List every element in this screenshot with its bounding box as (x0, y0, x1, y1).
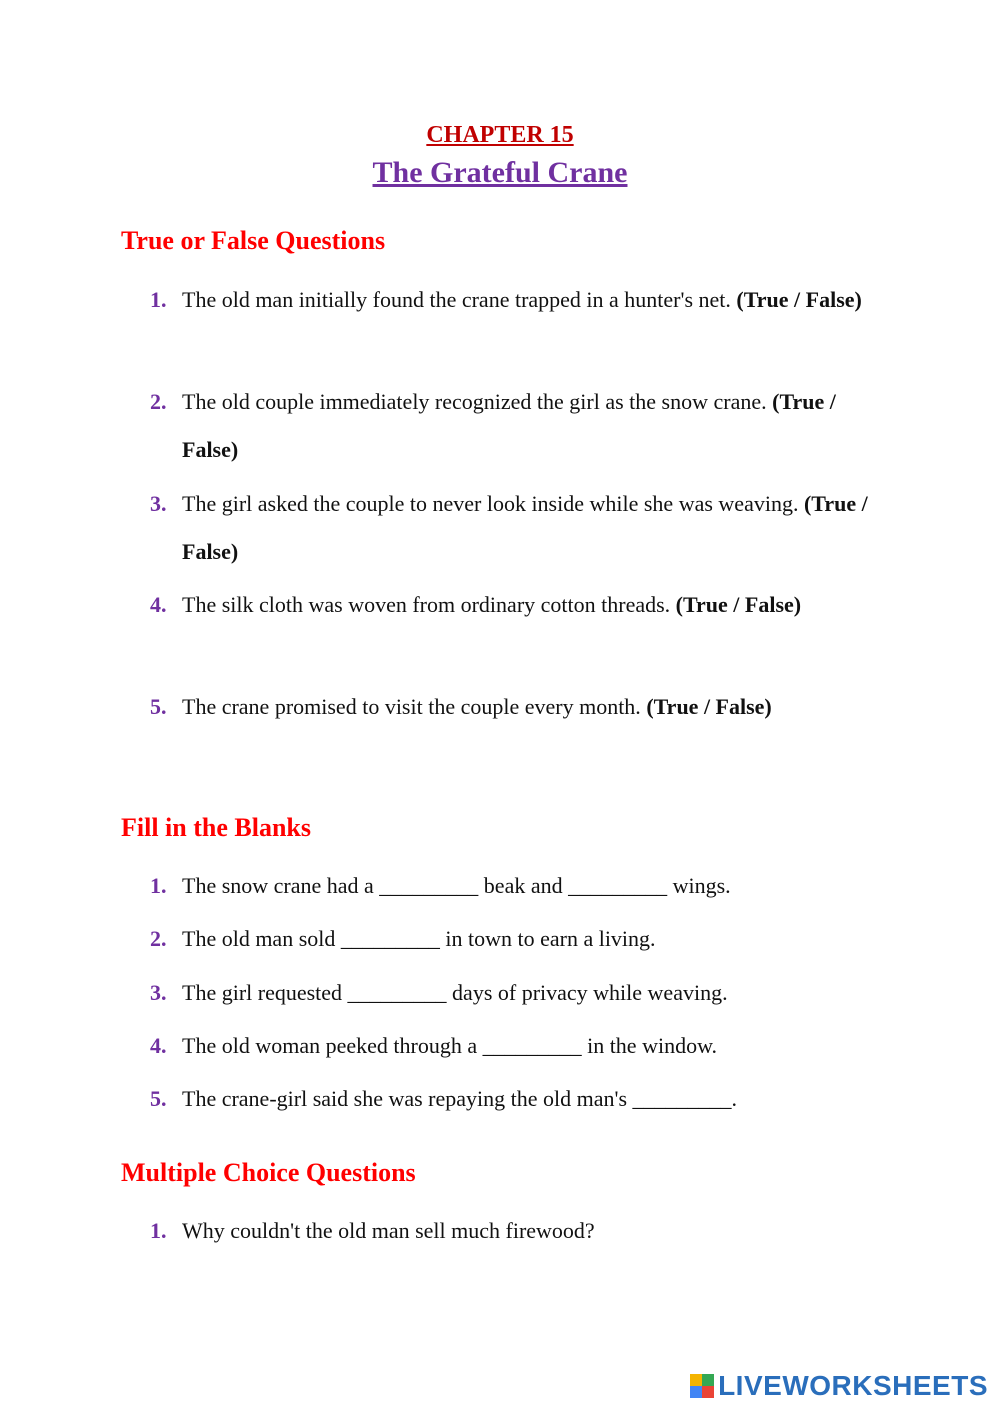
liveworksheets-brand[interactable] (690, 1370, 988, 1402)
question-text[interactable]: The old woman peeked through a _________ in the window. (182, 1033, 718, 1058)
question-number: 2. (150, 926, 167, 951)
fill-blank-question-4 (150, 1022, 890, 1070)
fill-blank-question-3 (150, 969, 890, 1017)
multiple-choice-heading: Multiple Choice Questions (121, 1158, 416, 1187)
question-text: The girl asked the couple to never look inside while she was weaving. (182, 491, 799, 516)
question-text: Why couldn't the old man sell much firewood? (182, 1218, 595, 1243)
multiple-choice-question-1 (150, 1207, 890, 1255)
question-number: 3. (150, 491, 167, 516)
fill-blank-question-1 (150, 862, 890, 910)
brand-name: LIVEWORKSHEETS (718, 1370, 988, 1401)
true-false-question-3 (150, 480, 890, 576)
question-text[interactable]: The crane-girl said she was repaying the old man's _________. (182, 1086, 738, 1111)
question-number: 1. (150, 1218, 167, 1243)
question-number: 2. (150, 389, 167, 414)
question-number: 1. (150, 287, 167, 312)
fill-blank-question-5 (150, 1075, 890, 1123)
question-text: The crane promised to visit the couple every month. (182, 694, 641, 719)
question-text[interactable]: The snow crane had a _________ beak and _________ wings. (182, 873, 731, 898)
question-number: 5. (150, 1086, 167, 1111)
liveworksheets-logo-icon (690, 1374, 714, 1398)
chapter-label: CHAPTER 15 (426, 122, 574, 148)
true-false-question-4 (150, 581, 890, 629)
true-false-question-2 (150, 378, 890, 474)
question-number: 4. (150, 592, 167, 617)
true-false-choice[interactable]: (True / False) (736, 287, 862, 312)
true-false-question-5 (150, 683, 890, 731)
question-number: 4. (150, 1033, 167, 1058)
true-false-choice[interactable]: (True / False) (675, 592, 802, 617)
question-text[interactable]: The girl requested _________ days of privacy while weaving. (182, 980, 728, 1005)
fill-blanks-heading: Fill in the Blanks (121, 813, 311, 842)
question-text[interactable]: The old man sold _________ in town to earn a living. (182, 926, 656, 951)
page-title: The Grateful Crane (372, 156, 628, 189)
question-text: The old man initially found the crane trapped in a hunter's net. (182, 287, 731, 312)
true-false-choice[interactable]: (True / False) (646, 694, 772, 719)
question-number: 1. (150, 873, 167, 898)
fill-blank-question-2 (150, 915, 890, 963)
true-false-heading: True or False Questions (121, 226, 386, 255)
question-number: 3. (150, 980, 167, 1005)
true-false-question-1 (150, 276, 890, 324)
question-number: 5. (150, 694, 167, 719)
true-false-choice[interactable]: (True / False) (182, 491, 868, 564)
true-false-choice[interactable]: (True / False) (182, 389, 836, 462)
question-text: The old couple immediately recognized the girl as the snow crane. (182, 389, 767, 414)
question-text: The silk cloth was woven from ordinary cotton threads. (182, 592, 671, 617)
